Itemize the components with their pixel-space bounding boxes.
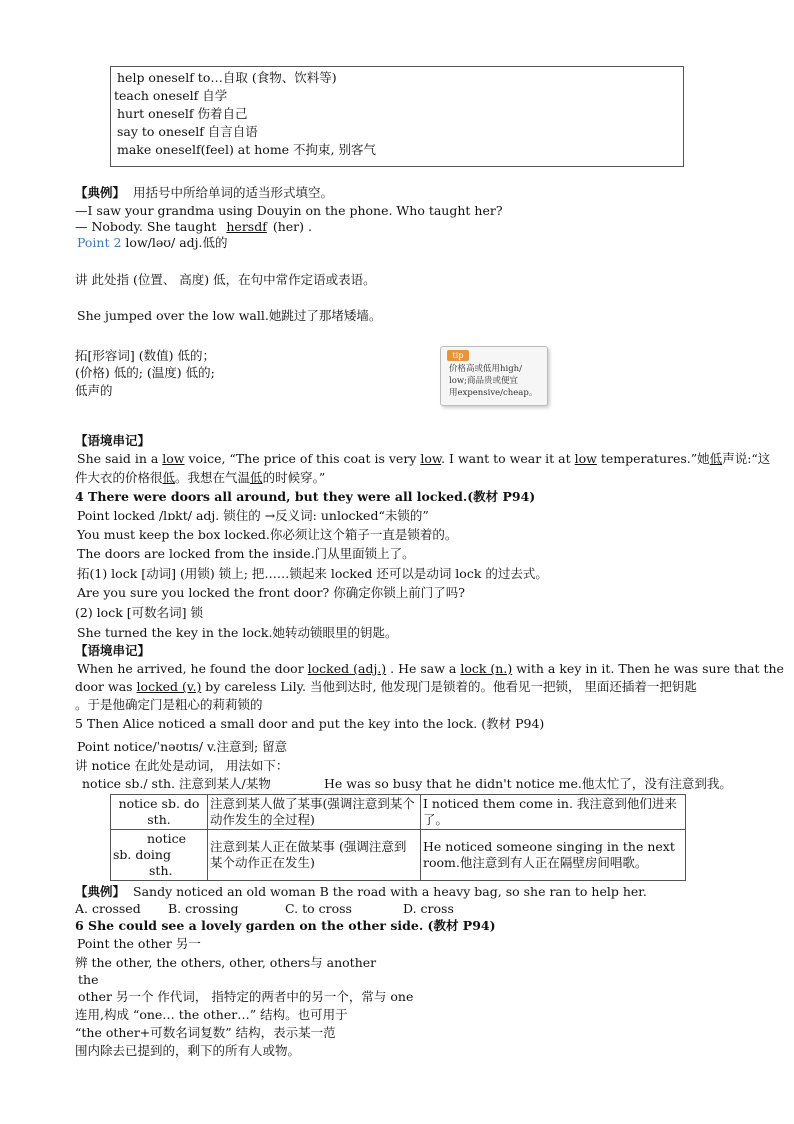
answer-suffix: (her) .: [272, 219, 312, 234]
underlined-word: locked (v.): [136, 679, 202, 694]
context-heading: 【语境串记】: [75, 643, 151, 658]
text-run: . He saw a: [386, 661, 461, 676]
section5-title: 5 Then Alice noticed a small door and put the key into the lock. (教材 P94): [75, 716, 545, 731]
underlined-word: 低: [162, 470, 176, 485]
context-heading: 【语境串记】: [75, 433, 151, 448]
point2-line: [77, 235, 228, 251]
table-cell: 注意到某人做了某事(强调注意到某个动作发生的全过程): [208, 795, 421, 830]
example1-answer-line: [75, 219, 312, 235]
table-row: [111, 795, 686, 830]
section4-example: You must keep the box locked.你必须让这个箱子一直是锁着的。: [77, 527, 458, 542]
point-label: Point 2: [77, 235, 122, 250]
section6-line3: 连用,构成 “one… the other…” 结构。也可用于: [75, 1007, 348, 1022]
section4-example: She turned the key in the lock.她转动锁眼里的钥匙。: [77, 625, 398, 640]
underlined-word: low: [162, 451, 185, 466]
option-b: B. crossing: [168, 901, 239, 916]
section5-usage-b: He was so busy that he didn't notice me.他太忙了，没有注意到我。: [324, 776, 732, 791]
table-cell: [111, 830, 208, 881]
box-line: hurt oneself 伤着自己: [117, 106, 248, 121]
option-c: C. to cross: [285, 901, 352, 916]
example-heading: 【典例】: [75, 185, 126, 200]
tip-line: 价格高或低用high/: [449, 364, 522, 374]
box-line: teach oneself 自学: [114, 88, 228, 103]
text-run: 件大衣的价格很: [75, 470, 163, 485]
cell-text: sb. doing: [113, 847, 171, 862]
underlined-word: locked (adj.): [307, 661, 387, 676]
explain-low: 讲 此处指 (位置、 高度) 低，在句中常作定语或表语。: [75, 272, 376, 287]
example-question: Sandy noticed an old woman B the road with a heavy bag, so she ran to help her.: [133, 884, 647, 899]
tip-line: 用expensive/cheap。: [449, 388, 538, 398]
text-run: voice, “The price of this coat is very: [184, 451, 421, 466]
expand-low-line1: 拓[形容词] (数值) 低的；: [75, 348, 215, 363]
text-run: 。我想在气温: [175, 470, 251, 485]
example1-question: —I saw your grandma using Douyin on the phone. Who taught her?: [75, 203, 503, 218]
underlined-word: lock (n.): [460, 661, 513, 676]
underlined-word: low: [420, 451, 442, 466]
text-run: . I want to wear it at: [441, 451, 575, 466]
table-cell: He noticed someone singing in the next room.他注意到有人正在隔壁房间唱歌。: [421, 830, 686, 881]
table-cell: I noticed them come in. 我注意到他们进来了。: [421, 795, 686, 830]
text-run: When he arrived, he found the door: [77, 661, 308, 676]
section6-line5: 围内除去已提到的，剩下的所有人或物。: [75, 1043, 301, 1058]
tip-note: [440, 346, 548, 406]
section5-explain: 讲 notice 在此处是动词， 用法如下：: [75, 758, 289, 773]
reflexive-phrases-box: [110, 66, 684, 167]
text-run: with a key in it. Then he was sure that the: [512, 661, 784, 676]
tip-tag: tip: [447, 350, 469, 361]
example-low: She jumped over the low wall.她跳过了那堵矮墙。: [77, 308, 382, 323]
option-d: D. cross: [403, 901, 454, 916]
cell-text: notice: [147, 831, 186, 846]
table-cell: [111, 795, 208, 830]
example2-line: [75, 884, 647, 900]
context2-line3: 。于是他确定门是粗心的莉莉锁的: [75, 697, 263, 712]
table-cell: 注意到某人正在做某事 (强调注意到某个动作正在发生): [208, 830, 421, 881]
section6-line4: “the other+可数名词复数” 结构，表示某一范: [75, 1025, 336, 1040]
context1-line2: [75, 470, 325, 486]
underlined-word: low: [574, 451, 597, 466]
context1-line1: [77, 451, 770, 467]
text-run: temperatures.”她: [596, 451, 710, 466]
expand-low-line2: (价格) 低的; (温度) 低的;: [75, 365, 215, 380]
text-run: by careless Lily. 当他到达时, 他发现门是锁着的。他看见一把锁， 里面还插着一把钥匙: [201, 679, 697, 694]
section4-example: The doors are locked from the inside.门从里面锁上了。: [77, 546, 415, 561]
cell-text: notice sb. do: [118, 796, 200, 811]
section4-expand: 拓(1) lock [动词] (用锁) 锁上; 把……锁起来 locked 还可以是动词 lock 的过去式。: [77, 566, 548, 581]
answer-prefix: — Nobody. She taught: [75, 219, 221, 234]
cell-text: sth.: [149, 863, 173, 878]
text-run: She said in a: [77, 451, 163, 466]
text-run: 的时候穿。”: [262, 470, 326, 485]
notice-usage-table: [110, 794, 686, 881]
underlined-word: 低: [250, 470, 263, 485]
expand-low-line3: 低声的: [75, 383, 113, 398]
section4-noun: (2) lock [可数名词] 锁: [75, 605, 203, 620]
text-run: 声说:“这: [722, 451, 771, 466]
context2-line1: [77, 661, 784, 677]
answer-blank: hersdf: [226, 219, 267, 234]
section6-bian: 辨 the other, the others, other, others与 another: [75, 955, 377, 970]
example1-line: [75, 185, 333, 201]
underlined-word: 低: [709, 451, 723, 466]
section6-the: the: [78, 972, 99, 987]
section4-point: Point locked /lɒkt/ adj. 锁住的 →反义词: unlocked“未锁的”: [77, 508, 429, 523]
option-a: A. crossed: [75, 901, 141, 916]
example-heading: 【典例】: [75, 884, 126, 899]
section6-other-line: other 另一个 作代词， 指特定的两者中的另一个，常与 one: [78, 989, 414, 1004]
box-line: say to oneself 自言自语: [117, 124, 258, 139]
tip-line: low;商品贵或便宜: [449, 376, 518, 386]
section6-title: 6 She could see a lovely garden on the other side. (教材 P94): [75, 918, 496, 933]
context2-line2: [75, 679, 697, 695]
cell-text: sth.: [147, 812, 171, 827]
text-run: door was: [75, 679, 137, 694]
point-text: low/ləʊ/ adj.低的: [125, 235, 228, 250]
box-line: help oneself to…自取 (食物、饮料等): [117, 70, 337, 85]
section4-title: 4 There were doors all around, but they were all locked.(教材 P94): [75, 489, 536, 504]
section6-point: Point the other 另一: [77, 936, 201, 951]
section4-example: Are you sure you locked the front door? 你确定你锁上前门了吗?: [77, 585, 465, 600]
example-instruction: 用括号中所给单词的适当形式填空。: [133, 185, 334, 200]
section5-usage-a: notice sb./ sth. 注意到某人/某物: [82, 776, 271, 791]
box-line: make oneself(feel) at home 不拘束, 别客气: [117, 142, 377, 157]
table-row: [111, 830, 686, 881]
section5-point: Point notice/ˈnəʊtɪs/ v.注意到; 留意: [77, 739, 288, 754]
